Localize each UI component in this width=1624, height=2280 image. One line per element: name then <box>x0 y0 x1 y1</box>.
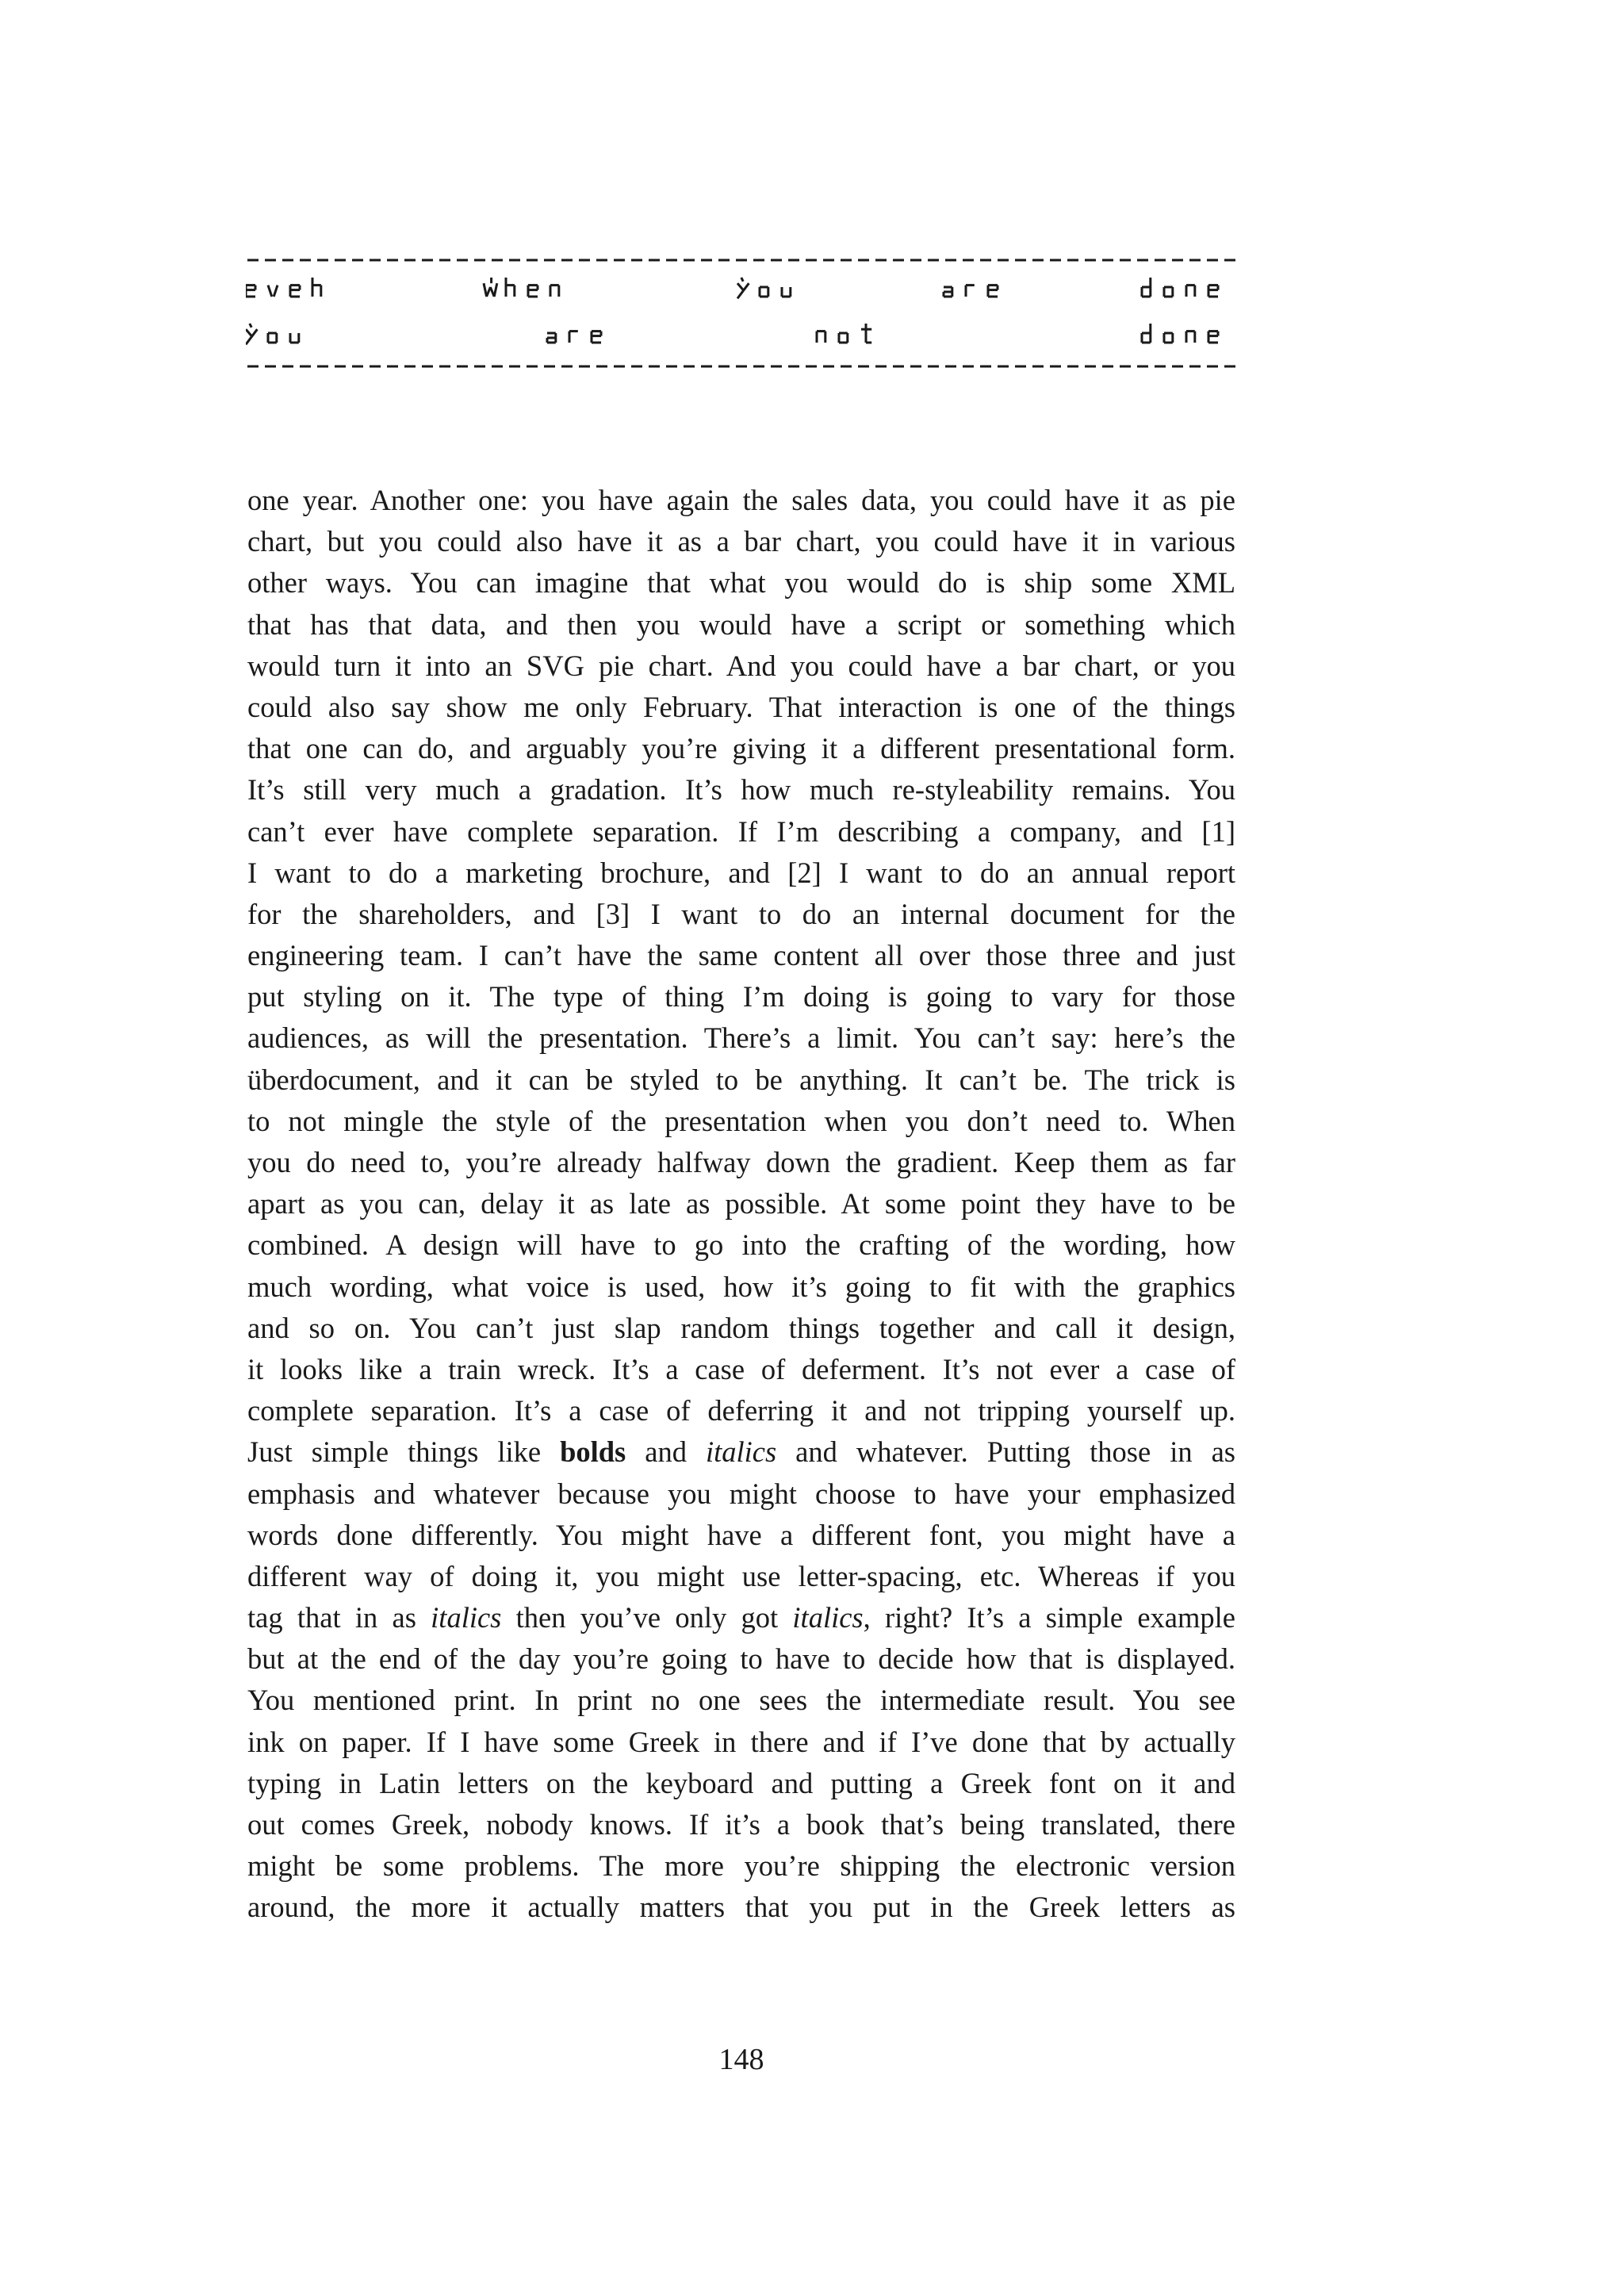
text-line <box>247 853 1235 894</box>
text-run: then you’ve only got <box>501 1601 793 1634</box>
text-line <box>247 1680 1235 1721</box>
text-line <box>247 1017 1235 1059</box>
text-run: it looks like a train wreck. It’s a case of deferment. It’s not ever a case of <box>247 1352 1235 1385</box>
text-run: but at the end of the day you’re going to have to decide how that is displayed. <box>247 1642 1235 1676</box>
text-line <box>247 769 1235 810</box>
text-run: Just simple things like <box>247 1435 561 1469</box>
text-line <box>247 1722 1235 1763</box>
glyph-banner <box>246 247 1237 382</box>
text-run: and <box>626 1435 706 1469</box>
text-line <box>247 646 1235 687</box>
text-run: that one can do, and arguably you’re giving it a different presentational form. <box>247 732 1235 765</box>
glyph-banner-art <box>246 247 1237 382</box>
text-run: and so on. You can’t just slap random things together and call it design, <box>247 1311 1235 1344</box>
text-line <box>247 1887 1235 1928</box>
text-line <box>247 1349 1235 1390</box>
text-line <box>247 1266 1235 1308</box>
text-run: tag that in as <box>247 1601 431 1634</box>
text-line <box>247 1638 1235 1680</box>
text-run: typing in Latin letters on the keyboard and putting a Greek font on it and <box>247 1766 1235 1799</box>
text-line <box>247 1060 1235 1101</box>
text-run: complete separation. It’s a case of deferring it and not tripping yourself up. <box>247 1394 1235 1427</box>
text-line <box>247 1515 1235 1556</box>
text-line <box>247 935 1235 976</box>
text-line <box>247 521 1235 562</box>
page-number: 148 <box>718 2043 764 2076</box>
italic-word: italics <box>792 1601 864 1634</box>
text-line <box>247 811 1235 853</box>
text-run: much wording, what voice is used, how it’s going to fit with the graphics <box>247 1270 1235 1303</box>
text-run: , right? It’s a simple example <box>863 1601 1235 1634</box>
text-run: emphasis and whatever because you might choose to have your emphasized <box>247 1477 1235 1510</box>
text-line <box>247 480 1235 521</box>
text-run: for the shareholders, and [3] I want to do an internal document for the <box>247 897 1235 930</box>
text-run: out comes Greek, nobody knows. If it’s a book that’s being translated, there <box>247 1808 1235 1841</box>
text-run: that has that data, and then you would have a script or something which <box>247 607 1235 641</box>
text-line <box>247 1556 1235 1597</box>
text-run: combined. A design will have to go into the crafting of the wording, how <box>247 1228 1235 1262</box>
text-line <box>247 1431 1235 1473</box>
text-line <box>247 1390 1235 1431</box>
text-line <box>247 604 1235 646</box>
text-line <box>247 562 1235 604</box>
text-run: I want to do a marketing brochure, and [2] I want to do an annual report <box>247 856 1235 889</box>
italic-word: italics <box>705 1435 777 1469</box>
text-line <box>247 1183 1235 1224</box>
text-run: words done differently. You might have a different font, you might have a <box>247 1518 1235 1551</box>
text-run: would turn it into an SVG pie chart. And you could have a bar chart, or you <box>247 649 1235 682</box>
text-run: could also say show me only February. That interaction is one of the things <box>247 690 1235 723</box>
text-line <box>247 1142 1235 1183</box>
glyph-row-2 <box>246 324 1218 344</box>
glyph-row-1 <box>246 278 1218 298</box>
text-line <box>247 1597 1235 1638</box>
text-line <box>247 1224 1235 1266</box>
text-line <box>247 687 1235 728</box>
text-run: apart as you can, delay it as late as possible. At some point they have to be <box>247 1187 1235 1220</box>
text-run: you do need to, you’re already halfway down the gradient. Keep them as far <box>247 1146 1235 1178</box>
text-line <box>247 976 1235 1017</box>
italic-word: italics <box>431 1601 502 1634</box>
text-run: one year. Another one: you have again the sales data, you could have it as pie <box>247 484 1235 516</box>
text-line <box>247 1308 1235 1349</box>
text-line <box>247 1101 1235 1142</box>
text-run: It’s still very much a gradation. It’s how much re-styleability remains. You <box>247 773 1235 807</box>
text-run: chart, but you could also have it as a bar chart, you could have it in various <box>247 525 1235 558</box>
text-line <box>247 1804 1235 1845</box>
text-run: audiences, as will the presentation. There’s a limit. You can’t say: here’s the <box>247 1021 1235 1055</box>
text-line <box>247 1473 1235 1515</box>
text-run: put styling on it. The type of thing I’m doing is going to vary for those <box>247 980 1235 1014</box>
bold-word: bolds <box>560 1435 626 1469</box>
text-run: different way of doing it, you might use letter-spacing, etc. Whereas if you <box>247 1559 1235 1592</box>
text-run: might be some problems. The more you’re shipping the electronic version <box>247 1849 1235 1883</box>
body-text <box>247 480 1235 1929</box>
text-run: can’t ever have complete separation. If I’m describing a company, and [1] <box>247 814 1235 848</box>
text-run: to not mingle the style of the presentation when you don’t need to. When <box>247 1104 1235 1137</box>
text-line <box>247 1763 1235 1804</box>
text-run: other ways. You can imagine that what you would do is ship some XML <box>247 566 1235 600</box>
text-line <box>247 894 1235 935</box>
text-run: around, the more it actually matters that you put in the Greek letters as <box>247 1891 1235 1924</box>
text-run: You mentioned print. In print no one sees the intermediate result. You see <box>247 1684 1235 1717</box>
text-run: engineering team. I can’t have the same content all over those three and just <box>247 939 1235 972</box>
text-line <box>247 728 1235 769</box>
text-line <box>247 1845 1235 1887</box>
text-run: überdocument, and it can be styled to be anything. It can’t be. The trick is <box>247 1063 1235 1096</box>
text-run: and whatever. Putting those in as <box>776 1435 1235 1469</box>
text-run: ink on paper. If I have some Greek in there and if I’ve done that by actually <box>247 1725 1235 1758</box>
